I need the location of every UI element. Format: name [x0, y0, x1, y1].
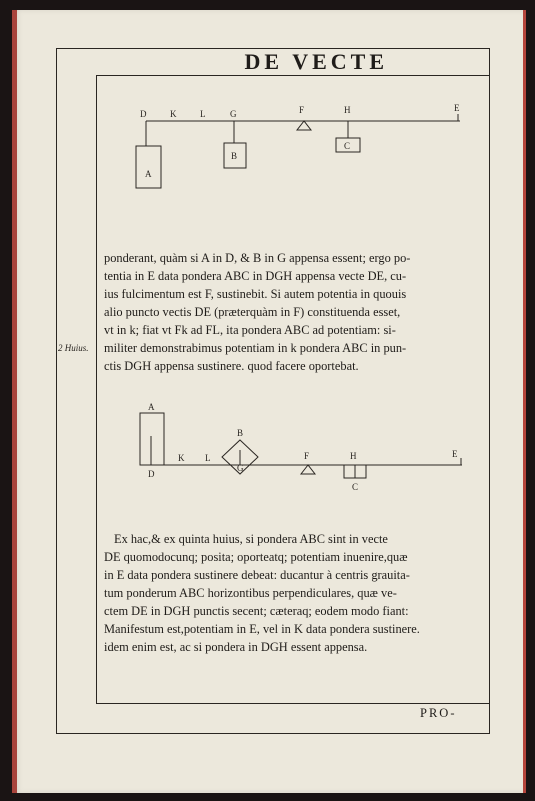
fig2-fulcrum — [301, 465, 315, 474]
fig2-label-a: A — [148, 402, 155, 412]
fig2-label-g: G — [237, 463, 244, 473]
figure-2-labels — [148, 402, 458, 492]
fig1-label-k: K — [170, 109, 177, 119]
text-line: Ex hac,& ex quinta huius, si pondera ABC sint in vecte — [114, 532, 388, 546]
fig2-label-c: C — [352, 482, 359, 492]
text-line: in E data pondera sustinere debeat: ducantur à centris grauita- — [104, 568, 410, 582]
fig2-label-h: H — [350, 451, 357, 461]
body-paragraph-1 — [104, 249, 486, 375]
margin-note: 2 Huius. — [58, 343, 89, 353]
fig1-weight-a — [136, 146, 161, 188]
text-line: idem enim est, ac si pondera in DGH essent appensa. — [104, 640, 368, 654]
fig2-weight-a — [140, 413, 164, 465]
text-line: DE quomodocunq; posita; oporteatq; potentiam inuenire,quæ — [104, 550, 408, 564]
fig1-fulcrum — [297, 121, 311, 130]
text-line: ctis DGH appensa sustinere. quod facere oportebat. — [104, 359, 359, 373]
fig2-label-e: E — [452, 449, 458, 459]
fig2-label-d: D — [148, 469, 155, 479]
fig1-label-f: F — [299, 105, 305, 115]
text-line: vt in k; fiat vt Fk ad FL, ita pondera ABC ad potentiam: si- — [104, 323, 396, 337]
fig2-label-b: B — [237, 428, 244, 438]
fig1-label-b: B — [231, 151, 238, 161]
fig2-label-f: F — [304, 451, 310, 461]
body-paragraph-2 — [104, 530, 486, 656]
page-title: DE VECTE — [244, 49, 388, 74]
text-line: Manifestum est,potentiam in E, vel in K data pondera sustinere. — [104, 622, 420, 636]
catchword: PRO- — [420, 706, 457, 720]
fig1-label-l: L — [200, 109, 206, 119]
text-line: tum ponderum ABC horizontibus perpendiculares, quæ ve- — [104, 586, 397, 600]
text-line: tentia in E data pondera ABC in DGH appensa vecte DE, cu- — [104, 269, 407, 283]
fig2-label-k: K — [178, 453, 185, 463]
text-line: militer demonstrabimus potentiam in k pondera ABC in pun- — [104, 341, 407, 355]
fig1-label-d: D — [140, 109, 147, 119]
text-line: alio puncto vectis DE (præterquàm in F) constituenda esset, — [104, 305, 401, 319]
fig1-label-h: H — [344, 105, 351, 115]
text-line: ius fulcimentum est F, sustinebit. Si autem potentia in quouis — [104, 287, 407, 301]
text-line: ponderant, quàm si A in D, & B in G appensa essent; ergo po- — [104, 251, 411, 265]
figure-1 — [136, 114, 460, 188]
figure-1-labels — [140, 103, 460, 179]
fig2-label-l: L — [205, 453, 211, 463]
fig1-label-g: G — [230, 109, 237, 119]
fig1-label-c: C — [344, 141, 351, 151]
figure-2 — [140, 413, 462, 478]
text-line: ctem DE in DGH punctis secent; cæteraq; eodem modo fiant: — [104, 604, 409, 618]
fig1-label-e: E — [454, 103, 460, 113]
fig1-label-a: A — [145, 169, 152, 179]
